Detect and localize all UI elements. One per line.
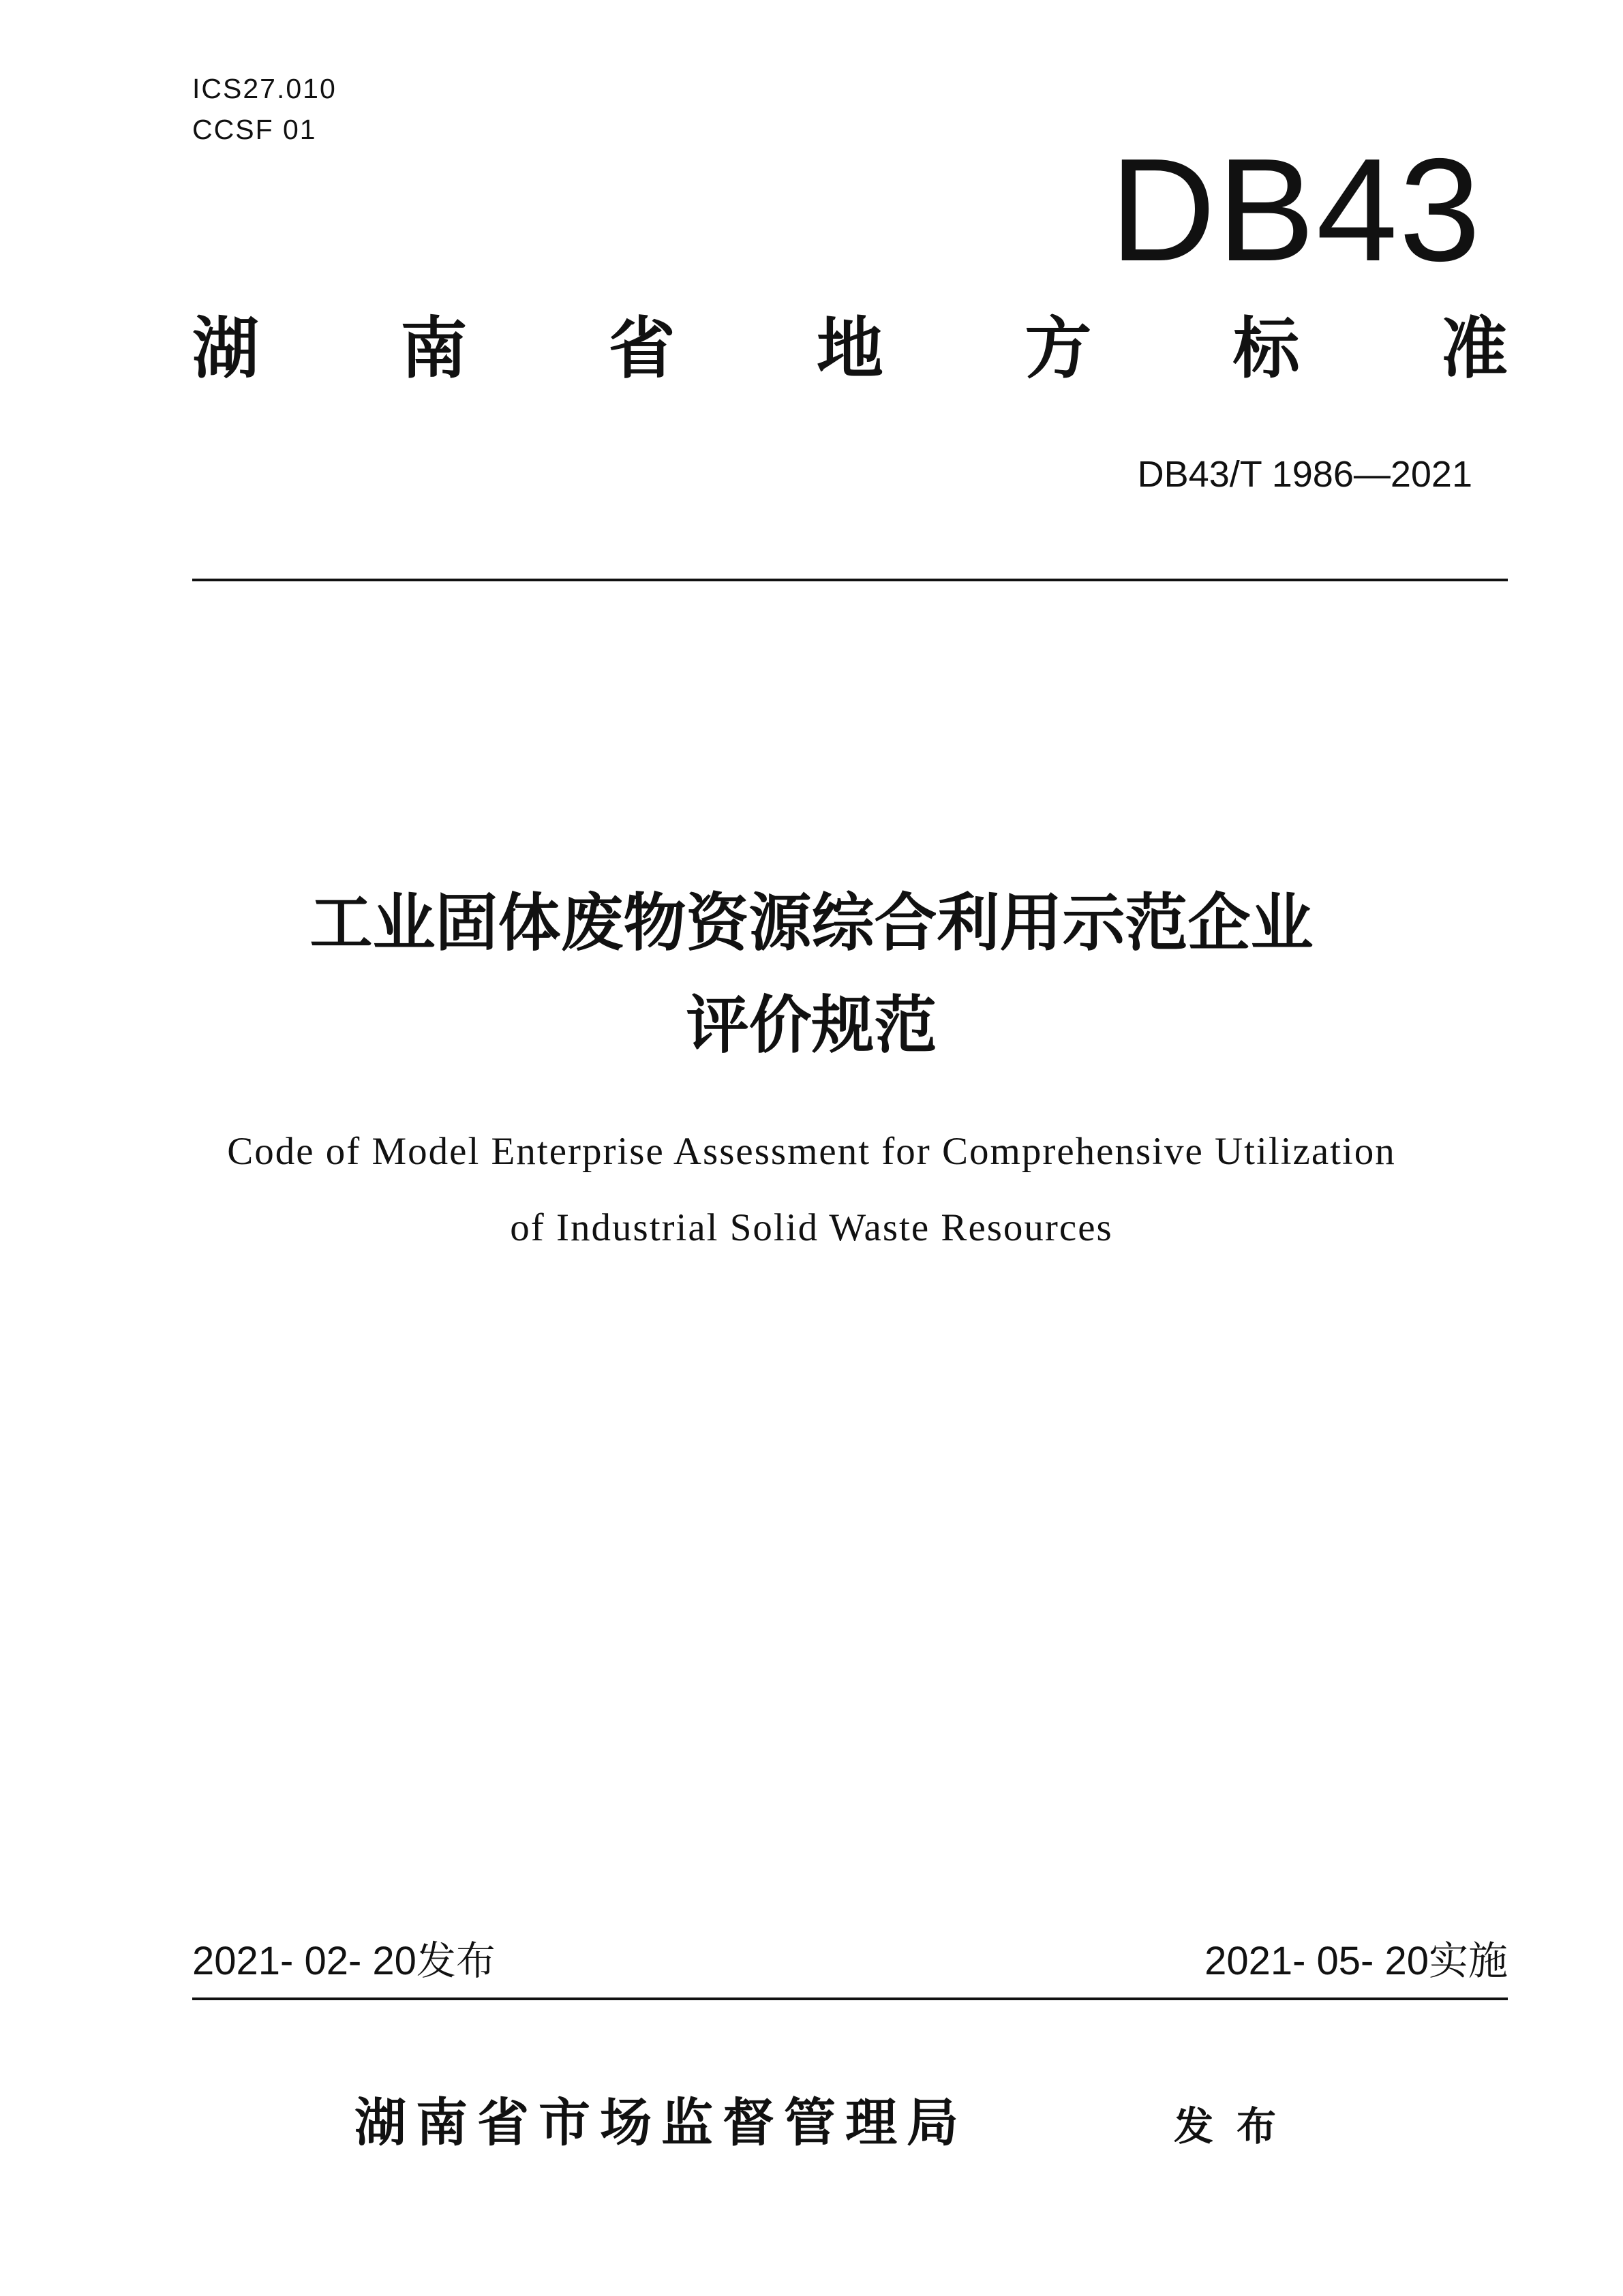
standard-type (192, 308, 1508, 390)
implementation-date: 2021- 05- 20实施 (1204, 1939, 1508, 1983)
classification-codes (192, 68, 337, 150)
db-code: DB43 (1110, 127, 1482, 292)
title-cn-line2: 评价规范 (686, 989, 937, 1062)
title-cn-line1: 工业固体废物资源综合利用示范企业 (309, 887, 1314, 960)
bottom-divider (192, 1997, 1508, 2000)
ccs-code: CCSF 01 (192, 114, 317, 145)
top-divider (192, 579, 1508, 581)
standard-type-char: 省 (608, 310, 676, 388)
title-en-line1: Code of Model Enterprise Assessment for Comprehensive Utilization (227, 1130, 1396, 1173)
standard-type-char: 南 (400, 310, 468, 388)
publish-date: 2021- 02- 20发布 (192, 1939, 496, 1983)
ics-code: ICS27.010 (192, 73, 337, 104)
standard-type-char: 标 (1232, 310, 1300, 388)
title-en-line2: of Industrial Solid Waste Resources (510, 1206, 1113, 1249)
standard-type-char: 方 (1025, 310, 1092, 388)
publisher-name: 湖南省市场监督管理局 (354, 2092, 968, 2153)
standard-type-char: 地 (816, 310, 883, 388)
standard-type-char: 湖 (192, 310, 260, 388)
publish-label: 发布 (1174, 2103, 1300, 2149)
standard-type-char: 准 (1440, 310, 1508, 388)
standard-number: DB43/T 1986—2021 (1137, 454, 1472, 495)
